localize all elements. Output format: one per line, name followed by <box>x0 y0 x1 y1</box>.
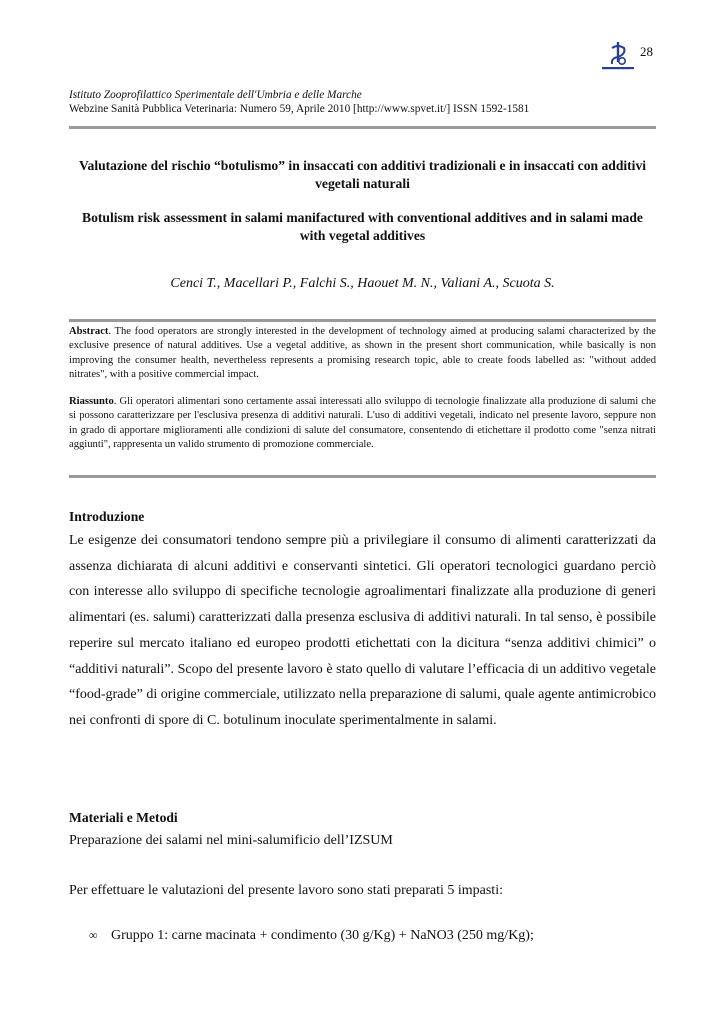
riassunto-text: . Gli operatori alimentari sono certamente assai interessati allo sviluppo di tecnologie finalizzate alla produzione di salumi che si possono caratterizzare per l'esclusiva presenza di additivi naturali. L'uso di additivi vegetali, indicato nel presente lavoro, seppure non in grado di apportare miglioramenti alle condizioni di salute del consumatore, consentendo di etichettare il prodotto come "senza nitrati aggiunti", rappresenta un valido strumento di promozione commerciale. <box>69 396 656 451</box>
journal-info: Webzine Sanità Pubblica Veterinaria: Numero 59, Aprile 2010 [http://www.spvet.it/] ISSN 1592-1581 <box>69 103 530 115</box>
introduzione-paragraph: Le esigenze dei consumatori tendono sempre più a privilegiare il consumo di alimenti caratterizzati da assenza dichiarata di alcuni additivi e conservanti sintetici. Gli operatori tecnologici guardano perciò con interesse allo sviluppo di specifiche tecnologie agroalimentari finalizzate alla produzione di generi alimentari (es. salumi) caratterizzati dalla presenza esclusiva di additivi naturali. In tal senso, è possibile reperire sul mercato italiano ed europeo prodotti etichettati con la dicitura “senza additivi chimici” o “additivi naturali”. Scopo del presente lavoro è stato quello di valutare l’efficacia di un additivo vegetale “food-grade” di origine commerciale, utilizzato nella preparazione di salumi, quale agente antimicrobico nei confronti di spore di C. botulinum inoculate sperimentalmente in salami. <box>69 533 656 728</box>
abstract-bottom-divider <box>69 475 656 478</box>
abstract-paragraph <box>69 325 656 383</box>
materiali-intro: Per effettuare le valutazioni del presente lavoro sono stati preparati 5 impasti: <box>69 883 503 898</box>
list-item <box>89 928 534 944</box>
header-divider <box>69 126 656 129</box>
list-item-text: Gruppo 1: carne macinata + condimento (30 g/Kg) + NaNO3 (250 mg/Kg); <box>111 928 534 943</box>
materiali-heading: Materiali e Metodi <box>69 810 178 825</box>
introduzione-heading: Introduzione <box>69 509 145 524</box>
title-italian: Valutazione del rischio “botulismo” in insaccati con additivi tradizionali e in insaccati con additivi vegetali naturali <box>78 158 647 191</box>
author-list: Cenci T., Macellari P., Falchi S., Haouet M. N., Valiani A., Scuota S. <box>170 276 555 291</box>
riassunto-paragraph <box>69 395 656 453</box>
journal-logo-icon <box>600 40 636 70</box>
journal-header <box>69 88 659 116</box>
title-english: Botulism risk assessment in salami manifactured with conventional additives and in salami made with vegetal additives <box>82 210 643 243</box>
page-number: 28 <box>640 44 653 59</box>
abstract-top-divider <box>69 319 656 322</box>
materiali-subheading: Preparazione dei salami nel mini-salumificio dell’IZSUM <box>69 833 393 848</box>
riassunto-label: Riassunto <box>69 396 114 407</box>
abstract-label: Abstract <box>69 326 109 337</box>
abstract-text: . The food operators are strongly interested in the development of technology aimed at producing salami characterized by the exclusive presence of natural additives. Use a vegetal additive, as shown in the present short communication, while basically is non improving the consumer health, nevertheless represents a promising research topic, able to create foods labelled as: "without added nitrates", with a positive commercial impact. <box>69 326 656 381</box>
institute-name: Istituto Zooprofilattico Sperimentale dell'Umbria e delle Marche <box>69 89 362 101</box>
bullet-symbol: ∞ <box>89 928 98 942</box>
